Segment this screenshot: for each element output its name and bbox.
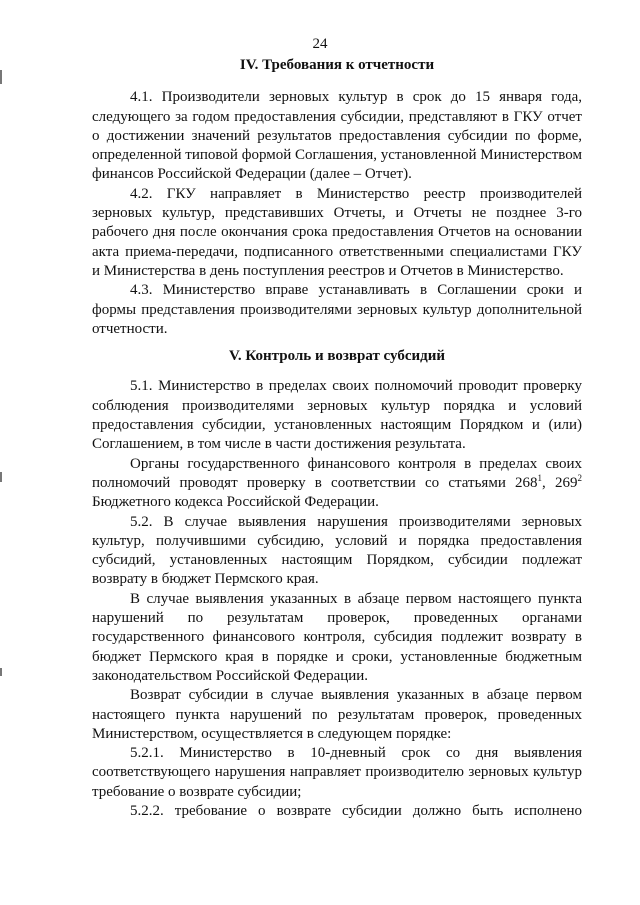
- paragraph: 5.2. В случае выявления нарушения производителями зерновых культур, получившими субсидию, условий и порядка предоставления субсидий, установленных настоящим Порядком, субсидии подлежат возврату в бюджет Пермского края.: [92, 513, 582, 588]
- page-number: 24: [312, 36, 328, 52]
- superscript: 1: [537, 472, 543, 483]
- paragraph-with-footnote-refs: [92, 455, 582, 513]
- paragraph: 4.1. Производители зерновых культур в срок до 15 января года, следующего за годом предоставления субсидии, представляют в ГКУ отчет о достижении значений результатов предоставления субсидии по форме, определенной типовой формой Соглашения, установленной Министерством финансов Российской Федерации (далее – Отчет).: [92, 89, 582, 183]
- section-heading: V. Контроль и возврат субсидий: [229, 348, 445, 365]
- paragraph: 5.1. Министерство в пределах своих полномочий проводит проверку соблюдения производителями зерновых культур порядка и условий предоставления субсидии, установленных настоящим Порядком и (или) Соглашением, в том числе в части достижения результата.: [92, 378, 582, 453]
- paragraph-text: Бюджетного кодекса Российской Федерации.: [92, 494, 379, 511]
- paragraph: Возврат субсидии в случае выявления указанных в абзаце первом настоящего пункта нарушений по результатам проверок, проведенных Министерством, осуществляется в следующем порядке:: [92, 687, 582, 742]
- superscript: 2: [577, 472, 582, 483]
- paragraph-text: Органы государственного финансового контроля в пределах своих полномочий проводят проверку в соответствии со статьями 268: [92, 455, 582, 491]
- section-heading: IV. Требования к отчетности: [239, 57, 435, 73]
- paragraph: 4.3. Министерство вправе устанавливать в Соглашении сроки и формы представления производителями зерновых культур дополнительной отчетности.: [92, 282, 582, 337]
- document-body: [92, 56, 582, 821]
- scan-edge-mark: [0, 70, 2, 84]
- paragraph: 5.2.2. требование о возврате субсидии должно быть исполнено: [130, 802, 582, 819]
- paragraph: 5.2.1. Министерство в 10-дневный срок со дня выявления соответствующего нарушения направляет производителю зерновых культур требование о возврате субсидии;: [92, 745, 582, 800]
- scan-edge-mark: [0, 668, 2, 676]
- scan-edge-mark: [0, 472, 2, 482]
- paragraph-text: , 269: [542, 474, 578, 491]
- paragraph: 4.2. ГКУ направляет в Министерство реестр производителей зерновых культур, представивших Отчеты, и Отчеты не позднее 3-го рабочего дня после окончания срока предоставления Отчетов на основании акта приема-передачи, подписанного ответственными специалистами ГКУ и Министерства в день поступления реестров и Отчетов в Министерство.: [92, 185, 582, 279]
- paragraph: В случае выявления указанных в абзаце первом настоящего пункта нарушений по результатам проверок, проведенных органами государственного финансового контроля, субсидия подлежит возврату в бюджет Пермского края в порядке и сроки, установленные бюджетным законодательством Российской Федерации.: [92, 590, 582, 684]
